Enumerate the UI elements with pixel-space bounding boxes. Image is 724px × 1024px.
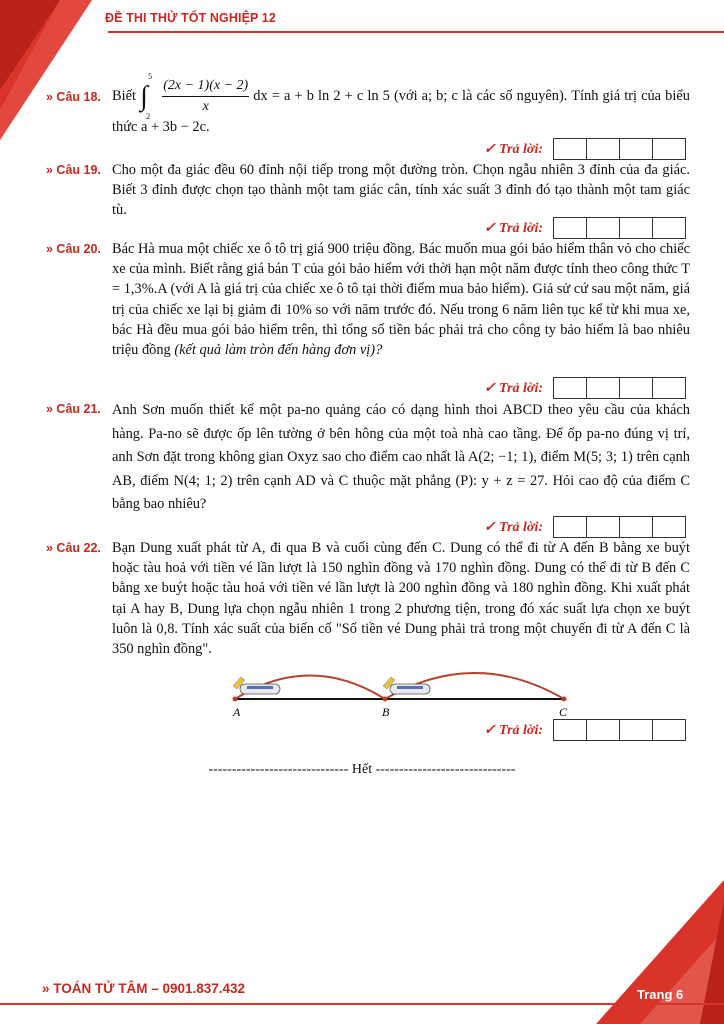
question-text: Bác Hà mua một chiếc xe ô tô trị giá 900 triệu đồng. Bác muốn mua gói bảo hiểm thân vỏ cho chiếc xe của mình. Biết rằng giá bán T của gói bảo hiểm với thời hạn một năm được tính theo công thức T = 1,3%.A (với A là giá trị của chiếc xe ô tô tại thời điểm mua bảo hiểm). Giả sử cứ sau một năm, giá trị của chiếc xe lại bị giảm đi 10% so với năm trước đó. Nếu trong 6 năm liên tục kể từ khi mua xe, bác Hà đều mua gói bảo hiểm trên, thì tổng số tiền bác phải trả cho công ty bảo hiểm là bao nhiêu triệu đồng (kết quả làm tròn đến hàng đơn vị)? <box>112 241 690 359</box>
header-divider <box>108 31 724 33</box>
question-text: Bạn Dung xuất phát từ A, đi qua B và cuối cùng đến C. Dung có thể đi từ A đến B bằng xe buýt hoặc tàu hoả với tiền vé lần lượt là 150 nghìn đồng và 170 nghìn đồng. Dung có thể đi từ B đến C bằng xe buýt hoặc tàu hoả với tiền vé lần lượt là 200 nghìn đồng và 180 nghìn đồng. Khi xuất phát tại A hay B, Dung lựa chọn ngẫu nhiên 1 trong 2 phương tiện, trong đó xác suất lựa chọn xe buýt luôn là 0,8. Tính xác suất của biến cố "Số tiền vé Dung phải trả trong một chuyến đi từ A đến C là 350 nghìn đồng". <box>112 540 690 658</box>
question-text: Cho một đa giác đều 60 đỉnh nội tiếp trong một đường tròn. Chọn ngẫu nhiên 3 đỉnh của đa giác. Biết 3 đỉnh được chọn tạo thành một tam giác cân, tính xác suất 3 đỉnh đó tạo thành một tam giác tù. <box>112 162 690 219</box>
answer-boxes[interactable] <box>553 217 686 239</box>
point-c-label: C <box>559 705 568 719</box>
header-title: ĐỀ THI THỬ TỐT NGHIỆP 12 <box>105 11 276 25</box>
answer-row-20 <box>484 377 686 399</box>
answer-boxes[interactable] <box>553 138 686 160</box>
question-label: » Câu 21. <box>46 402 101 416</box>
integrand-fraction: $\frac{(2x - 1)(x - 2)}{x}$ <box>163 78 249 115</box>
question-label: » Câu 19. <box>46 163 101 177</box>
page-number: Trang 6 <box>637 987 684 1002</box>
footer-divider <box>0 1003 724 1005</box>
answer-label: ✓ Trả lời: <box>483 722 543 738</box>
question-rest: dx = a + b ln 2 + c ln 5 (với a; b; c là các số nguyên). Tính giá trị của biểu thức a + 3b − 2c. <box>112 88 690 136</box>
question-note: (kết quả làm tròn đến hàng đơn vị)? <box>174 342 383 359</box>
integral-sign: ∫ 5 2 <box>140 71 153 121</box>
answer-boxes[interactable] <box>553 516 686 538</box>
answer-label: ✓ Trả lời: <box>483 220 543 236</box>
point-a-label: A <box>233 705 241 719</box>
point-b-dot <box>383 697 388 702</box>
answer-label: ✓ Trả lời: <box>483 380 543 396</box>
train-icon <box>383 677 430 694</box>
question-18 <box>46 71 690 138</box>
answer-boxes[interactable] <box>553 719 686 741</box>
answer-row-18 <box>484 138 686 160</box>
question-label: » Câu 22. <box>46 541 101 555</box>
question-label: » Câu 20. <box>46 242 101 256</box>
footer-text: » TOÁN TỬ TÂM – 0901.837.432 <box>42 981 246 996</box>
point-c-dot <box>562 697 567 702</box>
answer-boxes[interactable] <box>553 377 686 399</box>
question-21 <box>46 399 690 517</box>
answer-row-19 <box>484 217 686 239</box>
question-19 <box>46 160 690 221</box>
question-intro: Biết <box>112 88 136 105</box>
point-a-dot <box>233 697 238 702</box>
question-text: Anh Sơn muốn thiết kế một pa-no quảng cáo có dạng hình thoi ABCD theo yêu cầu của khách hàng. Pa-no sẽ được ốp lên tường ở bên hông của một toà nhà cao tầng. Để ốp pa-no đúng vị trí, anh Sơn đặt trong không gian Oxyz sao cho điểm cao nhất là A(2; −1; 1), điểm M(5; 3; 1) trên cạnh AB, điểm N(4; 1; 2) trên cạnh AD và C thuộc mặt phẳng (P): y + z = 27. Hỏi cao độ của điểm C bằng bao nhiêu? <box>112 402 690 512</box>
answer-label: ✓ Trả lời: <box>483 141 543 157</box>
question-20 <box>46 239 690 360</box>
end-marker: ------------------------------ Hết ------------------------------ <box>208 762 516 777</box>
question-22 <box>46 538 690 659</box>
train-icon <box>233 677 280 694</box>
answer-row-21 <box>484 516 686 538</box>
point-b-label: B <box>382 705 390 719</box>
route-diagram <box>225 672 585 722</box>
answer-row-22 <box>484 719 686 741</box>
question-text <box>112 71 690 138</box>
question-label: » Câu 18. <box>46 90 101 104</box>
answer-label: ✓ Trả lời: <box>483 519 543 535</box>
